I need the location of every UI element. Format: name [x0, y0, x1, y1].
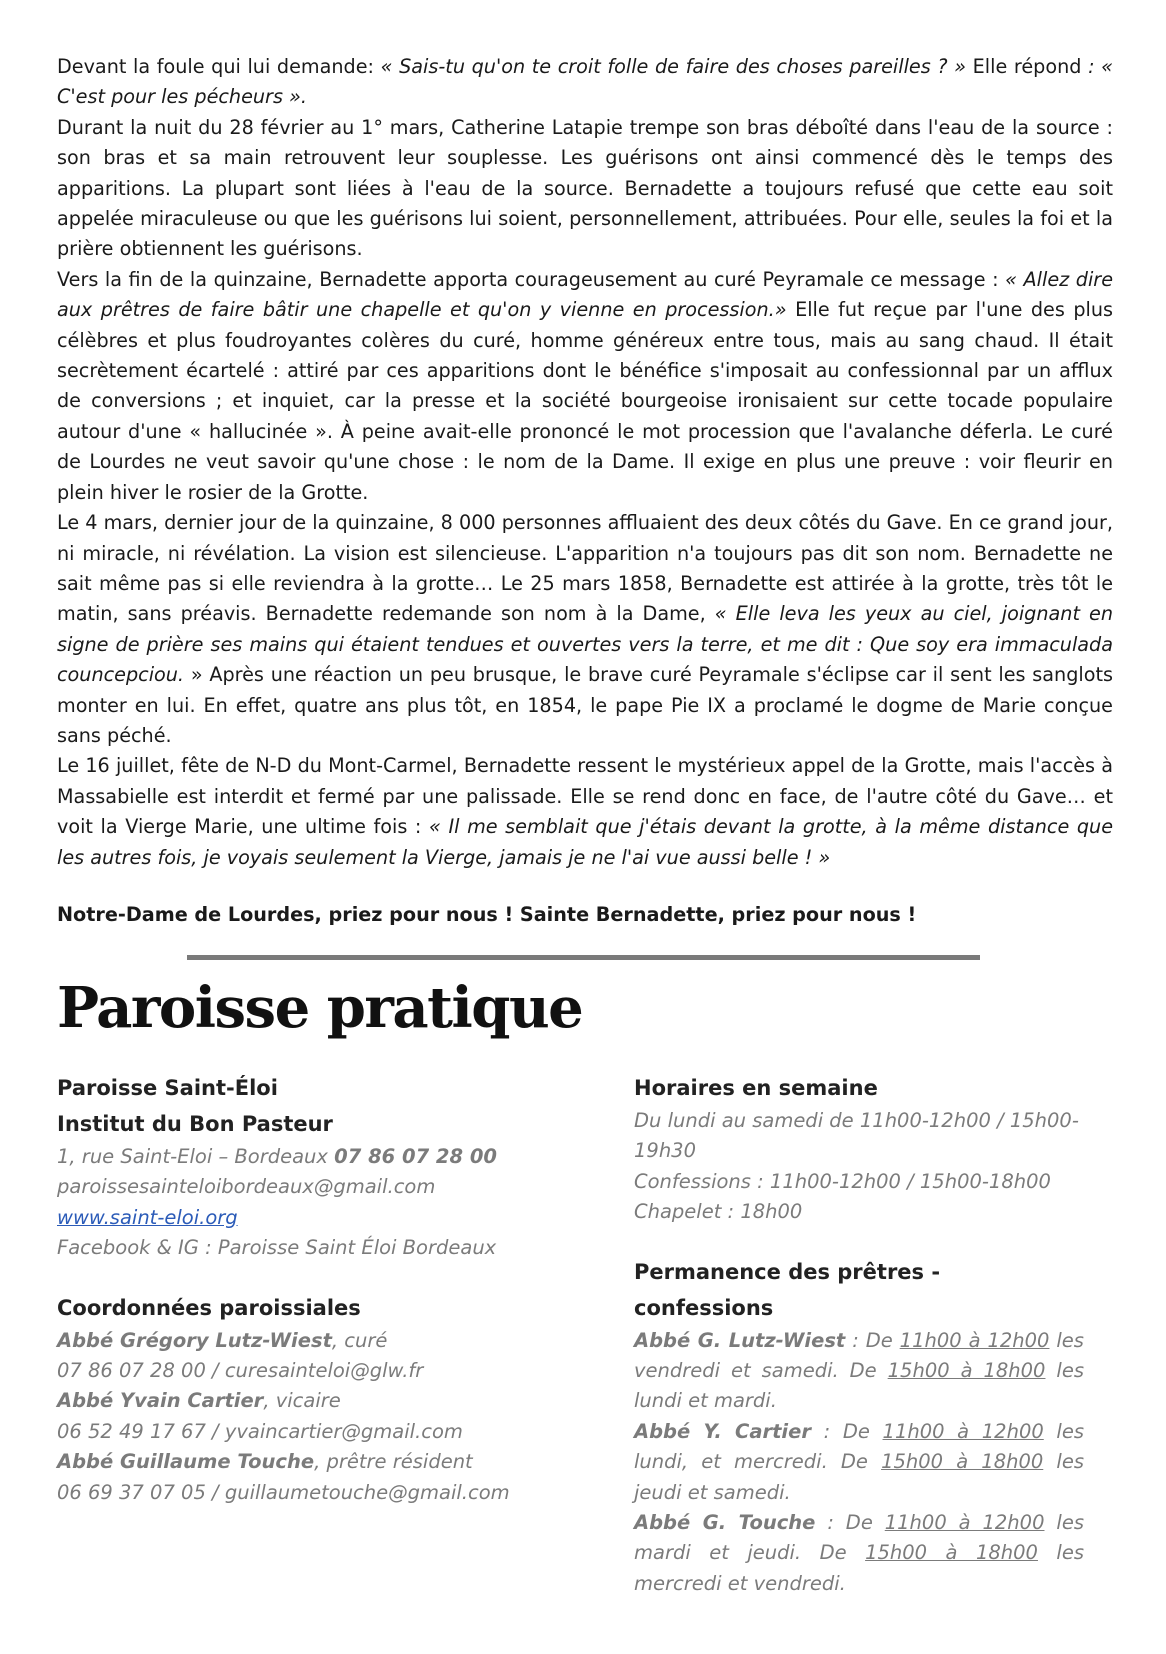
weekday-line: Confessions : 11h00-12h00 / 15h00-18h00	[634, 1169, 1051, 1193]
social-line: Facebook & IG : Paroisse Saint Éloi Bordeaux	[57, 1236, 497, 1260]
perm-hours: 15h00 à 18h00	[865, 1541, 1038, 1565]
contact-name-line	[57, 1326, 557, 1356]
perm-text: les lundi et mardi.	[634, 1359, 1084, 1413]
perm-text: : De	[810, 1419, 883, 1443]
weekday-schedule	[634, 1106, 1084, 1228]
p3-text: Vers la fin de la quinzaine, Bernadette apporta courageusement au curé Peyramale ce message :	[57, 267, 1006, 291]
paragraph-4	[57, 508, 1113, 751]
contact-role: , vicaire	[263, 1389, 341, 1413]
contact-name: Abbé Grégory Lutz-Wiest	[57, 1328, 332, 1352]
closing-prayer: Notre-Dame de Lourdes, priez pour nous ! Sainte Bernadette, priez pour nous !	[57, 902, 917, 926]
schedule-column	[634, 1070, 1084, 1599]
weekday-line: Du lundi au samedi de 11h00-12h00 / 15h00-	[634, 1109, 1079, 1132]
contacts-heading: Coordonnées paroissiales	[57, 1295, 361, 1320]
weekday-heading: Horaires en semaine	[634, 1076, 878, 1100]
institute-name: Institut du Bon Pasteur	[57, 1112, 333, 1136]
contact-role: , curé	[331, 1328, 388, 1352]
contact-name-line	[57, 1386, 557, 1416]
paragraph-1	[57, 52, 1113, 113]
p3-quote: « Allez dire aux prêtres de faire bâtir une chapelle et qu'on y vienne en procession.»	[57, 267, 1113, 322]
parish-name: Paroisse Saint-Éloi	[57, 1076, 278, 1100]
parish-info-column	[57, 1070, 557, 1508]
permanence-entry	[634, 1326, 1084, 1417]
priest-name: Abbé Y. Cartier	[634, 1419, 811, 1443]
perm-text: les mercredi et vendredi.	[634, 1541, 1084, 1595]
p5-text: Le 16 juillet, fête de N-D du Mont-Carmel, Bernadette ressent le mystérieux appel de la Grotte, mais l'accès à Massabielle est interdit et fermé par une palissade. Elle se rend donc en face, de l'autre côté du Gave… et voit la Vierge Marie, une ultime fois :	[57, 754, 1113, 839]
priest-name: Abbé G. Touche	[634, 1511, 816, 1535]
contacts-list	[57, 1326, 557, 1508]
p1-quote-2: : « C'est pour les pécheurs ».	[57, 55, 1114, 109]
perm-hours: 11h00 à 12h00	[884, 1511, 1045, 1535]
contact-details: 06 52 49 17 67 / yvaincartier@gmail.com	[57, 1419, 463, 1443]
perm-text: : De	[845, 1328, 900, 1352]
email: paroissesainteloibordeaux@gmail.com	[57, 1175, 436, 1199]
permanence-heading: Permanence des prêtres - confessions	[634, 1259, 941, 1320]
p4-text: Le 4 mars, dernier jour de la quinzaine, 8 000 personnes affluaient des deux côtés du Gave. En ce grand jour, ni miracle, ni révélation. La vision est silencieuse. L'apparition n'a toujours pas dit son nom. Bernadette ne sait même pas si elle reviendra à la grotte… Le 25 mars 1858, Bernadette est attirée à la grotte, très tôt le matin, sans préavis. Bernadette redemande son nom à la Dame,	[57, 511, 1113, 626]
p1-text-2: Elle répond	[966, 55, 1089, 78]
contact-role: , prêtre résident	[314, 1450, 473, 1474]
perm-text: les jeudi et samedi.	[634, 1450, 1084, 1504]
perm-text: : De	[815, 1511, 885, 1535]
priest-name: Abbé G. Lutz-Wiest	[634, 1328, 846, 1352]
perm-hours: 11h00 à 12h00	[882, 1419, 1044, 1443]
contact-name: Abbé Guillaume Touche	[57, 1450, 315, 1474]
permanence-entry	[634, 1508, 1084, 1599]
website-link[interactable]: www.saint-eloi.org	[57, 1205, 238, 1229]
weekday-line: 19h30	[634, 1139, 696, 1163]
address-line	[57, 1142, 557, 1172]
p4-text-2: » Après une réaction un peu brusque, le brave curé Peyramale s'éclipse car il sent les sanglots monter en lui. En effet, quatre ans plus tôt, en 1854, le pape Pie IX a proclamé le dogme de Marie conçue sans péché.	[57, 663, 1113, 747]
address: 1, rue Saint-Eloi – Bordeaux	[57, 1145, 335, 1168]
p1-text: Devant la foule qui lui demande:	[57, 55, 381, 78]
paragraph-5	[57, 751, 1113, 873]
p3-text-2: Elle fut reçue par l'une des plus célèbres et plus foudroyantes colères du curé, homme généreux entre tous, mais au sang chaud. Il était secrètement écartelé : attiré par ces apparitions dont le bénéfice s'imposait au confessionnal par un afflux de conversions ; et inquiet, car la presse et la société bourgeoise ironisaient sur cette tocade populaire autour d'une « hallucinée ». À peine avait-elle prononcé le mot procession que l'avalanche déferla. Le curé de Lourdes ne veut savoir qu'une chose : le nom de la Dame. Il exige en plus une preuve : voir fleurir en plein hiver le rosier de la Grotte.	[57, 298, 1114, 504]
weekday-line: Chapelet : 18h00	[634, 1200, 803, 1224]
section-title: Paroisse pratique	[57, 975, 583, 1041]
perm-hours: 11h00 à 12h00	[899, 1328, 1050, 1352]
perm-hours: 15h00 à 18h00	[887, 1359, 1046, 1383]
p5-quote: « Il me semblait que j'étais devant la grotte, à la même distance que les autres fois, je voyais seulement la Vierge, jamais je ne l'ai vue aussi belle ! »	[57, 815, 1114, 869]
perm-text: les lundi, et mercredi. De	[634, 1419, 1084, 1474]
perm-text: les vendredi et samedi. De	[634, 1328, 1084, 1383]
contact-details: 07 86 07 28 00 / curesainteloi@glw.fr	[57, 1359, 424, 1383]
contact-name-line	[57, 1447, 557, 1477]
paragraph-3	[57, 265, 1113, 508]
section-divider	[187, 955, 980, 960]
article-body	[57, 52, 1113, 926]
contact-name: Abbé Yvain Cartier	[57, 1389, 264, 1413]
contact-details: 06 69 37 07 05 / guillaumetouche@gmail.com	[57, 1480, 510, 1504]
permanence-entry	[634, 1417, 1084, 1508]
perm-text: les mardi et jeudi. De	[634, 1511, 1084, 1565]
paragraph-2: Durant la nuit du 28 février au 1° mars, Catherine Latapie trempe son bras déboîté dans l'eau de la source : son bras et sa main retrouvent leur souplesse. Les guérisons ont ainsi commencé dès le temps des apparitions. La plupart sont liées à l'eau de la source. Bernadette a toujours refusé que cette eau soit appelée miraculeuse ou que les guérisons lui soient, personnellement, attribuées. Pour elle, seules la foi et la prière obtiennent les guérisons.	[57, 115, 1113, 261]
permanence-list	[634, 1326, 1084, 1600]
p4-quote: « Elle leva les yeux au ciel, joignant en signe de prière ses mains qui étaient tendues et ouvertes vers la terre, et me dit : Que soy era immaculada councepciou.	[57, 602, 1114, 687]
phone: 07 86 07 28 00	[334, 1145, 497, 1168]
p1-quote: « Sais-tu qu'on te croit folle de faire des choses pareilles ? »	[380, 55, 967, 78]
perm-hours: 15h00 à 18h00	[881, 1450, 1044, 1474]
